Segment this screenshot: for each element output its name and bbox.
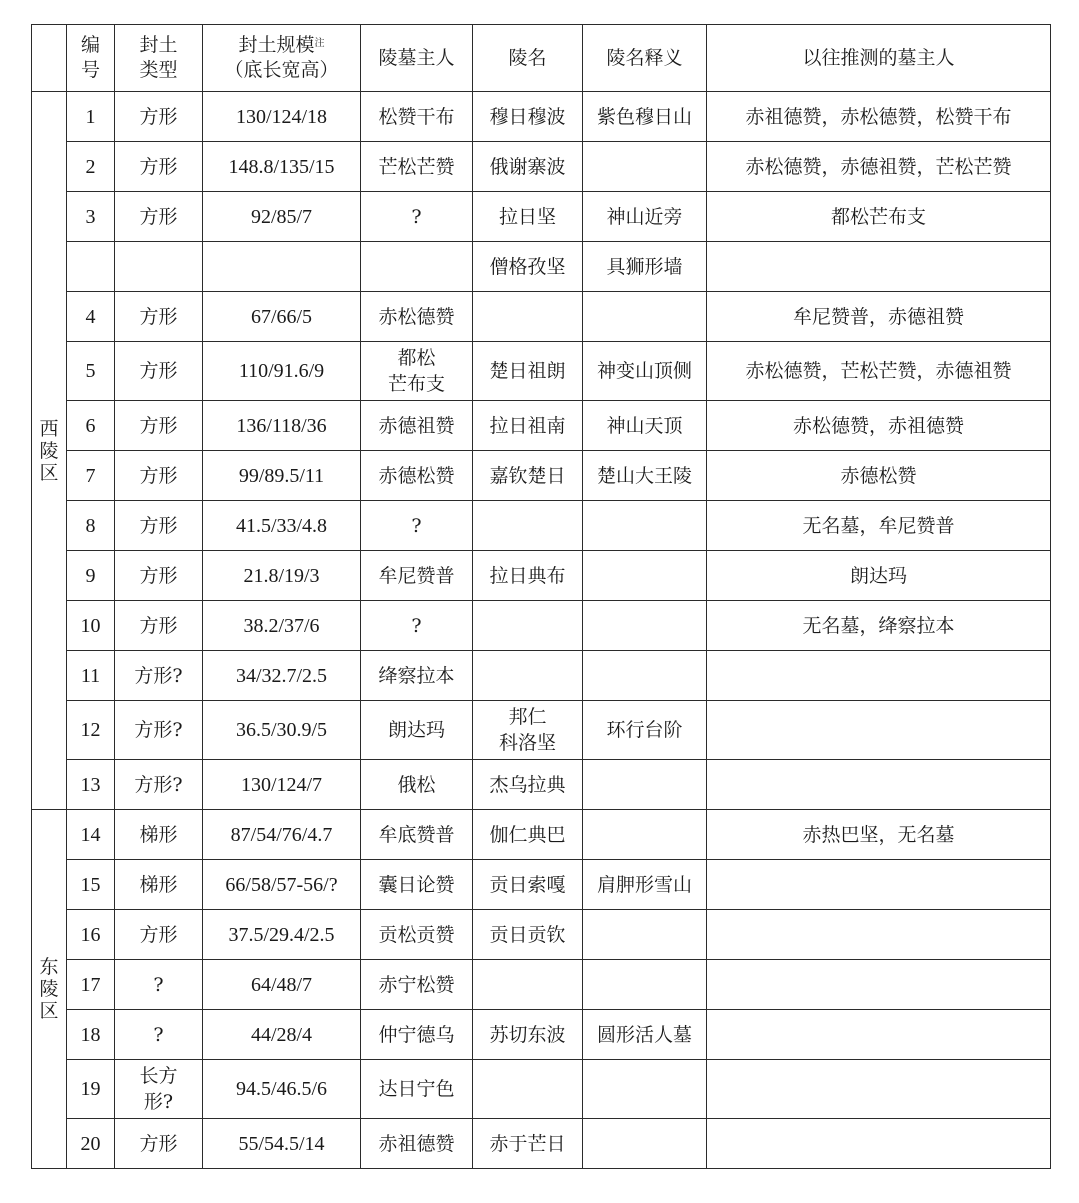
tomb-name-cell: 僧格孜坚 (473, 242, 583, 292)
mound-type-cell: 方形? (115, 651, 203, 701)
tomb-owner-cell: 松赞干布 (361, 92, 473, 142)
header-tomb-name: 陵名 (473, 25, 583, 92)
table-row (32, 760, 1051, 810)
tomb-name-cell (473, 501, 583, 551)
mound-type-cell: 方形 (115, 292, 203, 342)
name-meaning-cell: 神变山顶侧 (583, 342, 707, 401)
tomb-number-cell: 6 (67, 401, 115, 451)
tomb-name-cell: 贡日贡钦 (473, 910, 583, 960)
tomb-owner-cell: 俄松 (361, 760, 473, 810)
previous-owner-cell: 无名墓，绛察拉本 (707, 601, 1051, 651)
table-row (32, 142, 1051, 192)
mound-type-cell (115, 242, 203, 292)
table-row (32, 401, 1051, 451)
tomb-name-cell: 拉日祖南 (473, 401, 583, 451)
region-west-label: 西陵区 (39, 417, 59, 484)
name-meaning-cell (583, 1060, 707, 1119)
previous-owner-cell (707, 1010, 1051, 1060)
mound-size-cell (203, 242, 361, 292)
tomb-owner-cell: 赤祖德赞 (361, 1119, 473, 1169)
table-row (32, 92, 1051, 142)
previous-owner-cell: 赤松德赞，赤德祖赞，芒松芒赞 (707, 142, 1051, 192)
previous-owner-cell (707, 1119, 1051, 1169)
name-meaning-cell (583, 292, 707, 342)
previous-owner-cell (707, 1060, 1051, 1119)
name-meaning-cell (583, 551, 707, 601)
tomb-owner-cell: 芒松芒赞 (361, 142, 473, 192)
tomb-number-cell: 18 (67, 1010, 115, 1060)
mound-size-cell: 38.2/37/6 (203, 601, 361, 651)
mound-size-cell: 55/54.5/14 (203, 1119, 361, 1169)
mound-size-cell: 110/91.6/9 (203, 342, 361, 401)
header-region (32, 25, 67, 92)
mound-size-cell: 66/58/57-56/? (203, 860, 361, 910)
header-mound-size-label: 封土规模 (238, 34, 315, 56)
tomb-name-cell (473, 651, 583, 701)
mound-size-cell: 67/66/5 (203, 292, 361, 342)
tomb-owner-cell: 贡松贡赞 (361, 910, 473, 960)
table-row (32, 701, 1051, 760)
name-meaning-cell: 紫色穆日山 (583, 92, 707, 142)
previous-owner-cell (707, 242, 1051, 292)
mound-type-cell: 方形 (115, 142, 203, 192)
tomb-name-cell (473, 1060, 583, 1119)
tomb-number-cell: 8 (67, 501, 115, 551)
tomb-number-cell: 7 (67, 451, 115, 501)
tomb-number-cell: 15 (67, 860, 115, 910)
previous-owner-cell: 无名墓，牟尼赞普 (707, 501, 1051, 551)
mound-type-cell: ? (115, 960, 203, 1010)
tomb-owner-cell: ? (361, 601, 473, 651)
tomb-owner-cell: ? (361, 501, 473, 551)
previous-owner-cell: 都松芒布支 (707, 192, 1051, 242)
name-meaning-cell: 神山天顶 (583, 401, 707, 451)
name-meaning-cell: 楚山大王陵 (583, 451, 707, 501)
tomb-name-cell: 拉日坚 (473, 192, 583, 242)
table-row (32, 910, 1051, 960)
table-row (32, 860, 1051, 910)
tomb-number-cell: 16 (67, 910, 115, 960)
tomb-number-cell: 10 (67, 601, 115, 651)
tomb-name-cell: 杰乌拉典 (473, 760, 583, 810)
header-mound-size (203, 25, 361, 92)
mound-type-cell: 长方 形? (115, 1060, 203, 1119)
name-meaning-cell (583, 910, 707, 960)
previous-owner-cell: 赤热巴坚，无名墓 (707, 810, 1051, 860)
name-meaning-cell (583, 601, 707, 651)
table-row (32, 451, 1051, 501)
mound-size-cell: 136/118/36 (203, 401, 361, 451)
tomb-name-cell: 苏切东波 (473, 1010, 583, 1060)
table-row (32, 960, 1051, 1010)
previous-owner-cell: 赤德松赞 (707, 451, 1051, 501)
header-name-meaning: 陵名释义 (583, 25, 707, 92)
header-number: 编 号 (67, 25, 115, 92)
mound-type-cell: 梯形 (115, 810, 203, 860)
name-meaning-cell (583, 810, 707, 860)
table-row (32, 192, 1051, 242)
tomb-number-cell: 3 (67, 192, 115, 242)
mound-type-cell: 梯形 (115, 860, 203, 910)
name-meaning-cell (583, 1119, 707, 1169)
tomb-owner-cell: 牟底赞普 (361, 810, 473, 860)
table-row (32, 651, 1051, 701)
mound-type-cell: 方形 (115, 501, 203, 551)
mound-type-cell: 方形 (115, 551, 203, 601)
table-row (32, 292, 1051, 342)
mound-type-cell: 方形 (115, 910, 203, 960)
name-meaning-cell (583, 960, 707, 1010)
mound-size-cell: 36.5/30.9/5 (203, 701, 361, 760)
table-row (32, 1119, 1051, 1169)
tomb-owner-cell: 赤松德赞 (361, 292, 473, 342)
tomb-owner-cell: 仲宁德乌 (361, 1010, 473, 1060)
tomb-number-cell: 11 (67, 651, 115, 701)
header-previous-owner: 以往推测的墓主人 (707, 25, 1051, 92)
mound-size-cell: 94.5/46.5/6 (203, 1060, 361, 1119)
region-west-cell (32, 92, 67, 810)
tomb-name-cell: 邦仁 科洛坚 (473, 701, 583, 760)
tomb-owner-cell: 囊日论赞 (361, 860, 473, 910)
tomb-number-cell: 5 (67, 342, 115, 401)
tomb-owner-cell: 达日宁色 (361, 1060, 473, 1119)
mound-type-cell: 方形 (115, 601, 203, 651)
mound-size-cell: 92/85/7 (203, 192, 361, 242)
tomb-name-cell: 拉日典布 (473, 551, 583, 601)
header-mound-size-note: 注 (314, 38, 325, 49)
table-row (32, 501, 1051, 551)
mound-type-cell: 方形 (115, 342, 203, 401)
table-row (32, 242, 1051, 292)
previous-owner-cell (707, 760, 1051, 810)
tomb-number-cell: 4 (67, 292, 115, 342)
name-meaning-cell: 神山近旁 (583, 192, 707, 242)
tomb-number-cell (67, 242, 115, 292)
mound-type-cell: 方形 (115, 192, 203, 242)
tomb-name-cell: 穆日穆波 (473, 92, 583, 142)
tomb-number-cell: 1 (67, 92, 115, 142)
name-meaning-cell (583, 651, 707, 701)
mound-size-cell: 99/89.5/11 (203, 451, 361, 501)
mound-type-cell: 方形? (115, 701, 203, 760)
region-east-label: 东陵区 (39, 956, 59, 1022)
tomb-owner-cell: 赤宁松赞 (361, 960, 473, 1010)
name-meaning-cell: 圆形活人墓 (583, 1010, 707, 1060)
mound-size-cell: 21.8/19/3 (203, 551, 361, 601)
tomb-name-cell (473, 292, 583, 342)
mound-size-cell: 87/54/76/4.7 (203, 810, 361, 860)
tomb-name-cell: 伽仁典巴 (473, 810, 583, 860)
region-east-cell (32, 810, 67, 1169)
tomb-number-cell: 14 (67, 810, 115, 860)
mound-size-cell: 34/32.7/2.5 (203, 651, 361, 701)
name-meaning-cell: 具狮形墙 (583, 242, 707, 292)
tomb-name-cell: 俄谢寨波 (473, 142, 583, 192)
tomb-name-cell: 嘉钦楚日 (473, 451, 583, 501)
tomb-name-cell (473, 960, 583, 1010)
table-row (32, 810, 1051, 860)
tomb-number-cell: 17 (67, 960, 115, 1010)
name-meaning-cell (583, 142, 707, 192)
table-row (32, 1060, 1051, 1119)
previous-owner-cell: 牟尼赞普，赤德祖赞 (707, 292, 1051, 342)
tomb-number-cell: 20 (67, 1119, 115, 1169)
tomb-owner-cell: 绛察拉本 (361, 651, 473, 701)
tomb-name-cell: 贡日索嘎 (473, 860, 583, 910)
header-mound-size-sub: （底长宽高） (224, 59, 339, 81)
previous-owner-cell: 赤松德赞，芒松芒赞，赤德祖赞 (707, 342, 1051, 401)
mound-size-cell: 44/28/4 (203, 1010, 361, 1060)
mound-type-cell: 方形 (115, 451, 203, 501)
mound-type-cell: 方形? (115, 760, 203, 810)
mound-size-cell: 148.8/135/15 (203, 142, 361, 192)
previous-owner-cell: 赤祖德赞，赤松德赞，松赞干布 (707, 92, 1051, 142)
previous-owner-cell (707, 701, 1051, 760)
previous-owner-cell: 朗达玛 (707, 551, 1051, 601)
tomb-name-cell: 赤于芒日 (473, 1119, 583, 1169)
tomb-number-cell: 12 (67, 701, 115, 760)
previous-owner-cell: 赤松德赞，赤祖德赞 (707, 401, 1051, 451)
mound-type-cell: ? (115, 1010, 203, 1060)
tomb-owner-cell: 都松 芒布支 (361, 342, 473, 401)
mound-size-cell: 41.5/33/4.8 (203, 501, 361, 551)
tomb-number-cell: 9 (67, 551, 115, 601)
header-row (32, 25, 1051, 92)
previous-owner-cell (707, 860, 1051, 910)
tomb-number-cell: 13 (67, 760, 115, 810)
previous-owner-cell (707, 910, 1051, 960)
name-meaning-cell: 环行台阶 (583, 701, 707, 760)
name-meaning-cell (583, 760, 707, 810)
mound-size-cell: 37.5/29.4/2.5 (203, 910, 361, 960)
tomb-owner-cell: 朗达玛 (361, 701, 473, 760)
tomb-number-cell: 2 (67, 142, 115, 192)
table-row (32, 1010, 1051, 1060)
header-tomb-owner: 陵墓主人 (361, 25, 473, 92)
header-mound-type: 封土 类型 (115, 25, 203, 92)
previous-owner-cell (707, 960, 1051, 1010)
name-meaning-cell (583, 501, 707, 551)
tomb-owner-cell: 赤德松赞 (361, 451, 473, 501)
tomb-number-cell: 19 (67, 1060, 115, 1119)
tomb-owner-cell (361, 242, 473, 292)
tomb-name-cell: 楚日祖朗 (473, 342, 583, 401)
name-meaning-cell: 肩胛形雪山 (583, 860, 707, 910)
mound-type-cell: 方形 (115, 1119, 203, 1169)
mound-type-cell: 方形 (115, 401, 203, 451)
tomb-owner-cell: 赤德祖赞 (361, 401, 473, 451)
mound-size-cell: 64/48/7 (203, 960, 361, 1010)
previous-owner-cell (707, 651, 1051, 701)
tomb-owner-cell: ? (361, 192, 473, 242)
table-row (32, 601, 1051, 651)
table-row (32, 551, 1051, 601)
tomb-name-cell (473, 601, 583, 651)
table-row (32, 342, 1051, 401)
mound-size-cell: 130/124/18 (203, 92, 361, 142)
tomb-table (31, 24, 1051, 1169)
mound-type-cell: 方形 (115, 92, 203, 142)
mound-size-cell: 130/124/7 (203, 760, 361, 810)
tomb-owner-cell: 牟尼赞普 (361, 551, 473, 601)
